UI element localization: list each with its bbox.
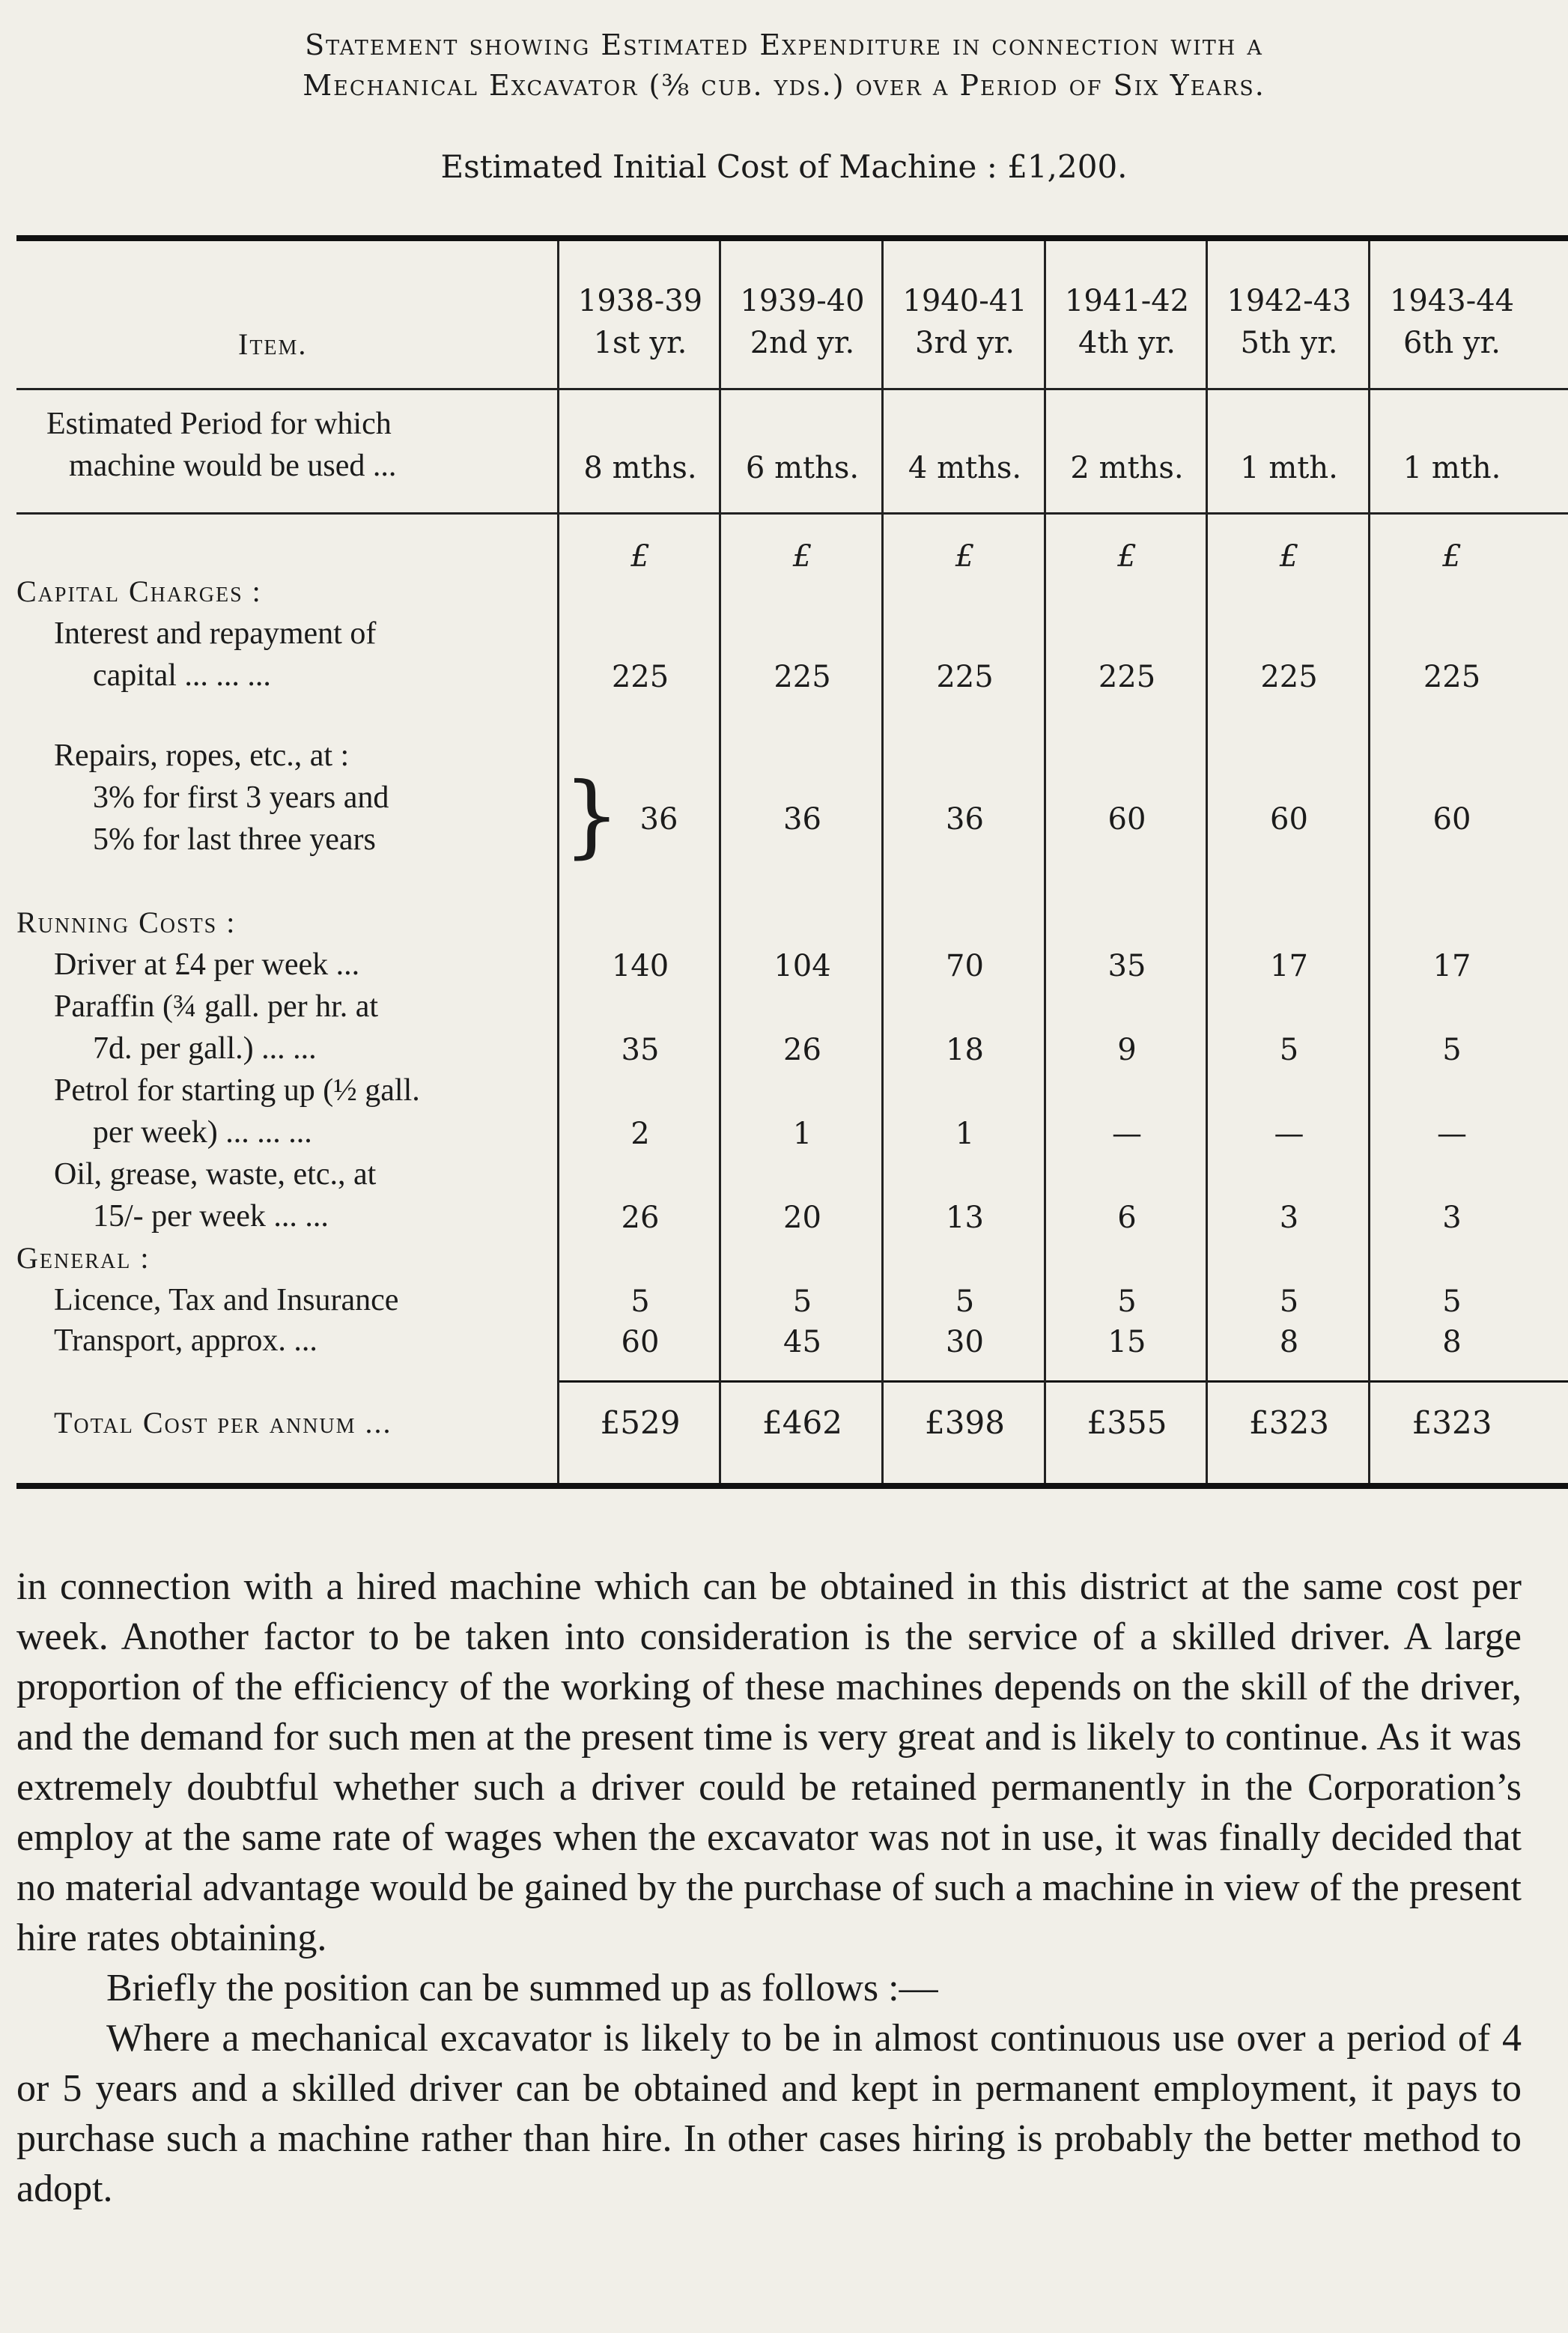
year-header-2: 1939-40 bbox=[740, 284, 865, 318]
repairs-label-line-2: 3% for first 3 years and bbox=[93, 780, 389, 815]
period-value: 6 mths. bbox=[745, 451, 860, 485]
transport-label: Transport, approx. ... bbox=[54, 1323, 317, 1358]
currency-symbol: £ bbox=[630, 539, 650, 574]
oil-value: 3 bbox=[1442, 1201, 1462, 1235]
total-value: £355 bbox=[1087, 1404, 1167, 1441]
interest-value: 225 bbox=[1260, 660, 1318, 694]
petrol-value: 1 bbox=[792, 1117, 812, 1151]
oil-label-line-1: Oil, grease, waste, etc., at bbox=[54, 1157, 377, 1192]
interest-value: 225 bbox=[611, 660, 669, 694]
driver-value: 104 bbox=[774, 949, 831, 983]
period-value: 1 mth. bbox=[1403, 451, 1501, 485]
petrol-value: — bbox=[1112, 1117, 1142, 1151]
paraffin-value: 18 bbox=[946, 1033, 984, 1067]
driver-value: 140 bbox=[611, 949, 669, 983]
petrol-value: 2 bbox=[630, 1117, 650, 1151]
driver-value: 35 bbox=[1107, 949, 1146, 983]
total-value: £323 bbox=[1249, 1404, 1329, 1441]
column-separator bbox=[1368, 241, 1370, 1483]
interest-value: 225 bbox=[1423, 660, 1481, 694]
transport-value: 15 bbox=[1107, 1325, 1146, 1359]
year-header-4: 1941-42 bbox=[1064, 284, 1190, 318]
column-separator bbox=[557, 241, 559, 1483]
period-value: 2 mths. bbox=[1070, 451, 1184, 485]
interest-label-line-2: capital ... ... ... bbox=[93, 658, 271, 693]
paraffin-value: 5 bbox=[1442, 1033, 1462, 1067]
paraffin-value: 26 bbox=[783, 1033, 821, 1067]
statement-title-line-1: Statement showing Estimated Expenditure in connection with a bbox=[305, 28, 1263, 61]
repairs-value: 36 bbox=[639, 802, 678, 837]
repairs-value: 36 bbox=[783, 802, 821, 837]
oil-value: 6 bbox=[1117, 1201, 1137, 1235]
initial-cost-line: Estimated Initial Cost of Machine : £1,200. bbox=[440, 148, 1128, 185]
driver-label: Driver at £4 per week ... bbox=[54, 947, 360, 982]
driver-value: 17 bbox=[1432, 949, 1471, 983]
item-column-header: Item. bbox=[238, 327, 308, 361]
repairs-value: 36 bbox=[946, 802, 984, 837]
year-header-5: 1942-43 bbox=[1227, 284, 1352, 318]
transport-value: 8 bbox=[1279, 1325, 1299, 1359]
running-costs-header: Running Costs : bbox=[16, 905, 237, 939]
capital-charges-header: Capital Charges : bbox=[16, 574, 262, 608]
year-label-3: 3rd yr. bbox=[915, 326, 1015, 360]
year-label-4: 4th yr. bbox=[1078, 326, 1176, 360]
licence-value: 5 bbox=[1279, 1284, 1299, 1319]
repairs-value: 60 bbox=[1270, 802, 1308, 837]
repairs-brace: } bbox=[563, 764, 621, 868]
transport-value: 30 bbox=[946, 1325, 984, 1359]
total-value: £462 bbox=[762, 1404, 842, 1441]
interest-value: 225 bbox=[774, 660, 831, 694]
repairs-value: 60 bbox=[1432, 802, 1471, 837]
licence-label: Licence, Tax and Insurance bbox=[54, 1283, 399, 1317]
total-value: £529 bbox=[600, 1404, 681, 1441]
year-label-6: 6th yr. bbox=[1403, 326, 1501, 360]
oil-value: 26 bbox=[621, 1201, 660, 1235]
petrol-label-line-1: Petrol for starting up (½ gall. bbox=[54, 1073, 420, 1108]
paragraph-conclusion: Where a mechanical excavator is likely to be in almost continuous use over a period of 4 or 5 years and a skilled driver can be obtained and kept in permanent employment, it pays to purchase such a machine rather than hire. In other cases hiring is probably the better method to adopt. bbox=[16, 2017, 1522, 2210]
paraffin-label-line-2: 7d. per gall.) ... ... bbox=[93, 1031, 317, 1066]
transport-value: 45 bbox=[783, 1325, 821, 1359]
column-separator bbox=[1206, 241, 1208, 1483]
period-label-line-1: Estimated Period for which bbox=[46, 407, 392, 441]
column-separator bbox=[881, 241, 884, 1483]
year-label-1: 1st yr. bbox=[593, 326, 687, 360]
licence-value: 5 bbox=[1117, 1284, 1137, 1319]
driver-value: 17 bbox=[1270, 949, 1308, 983]
transport-value: 8 bbox=[1442, 1325, 1462, 1359]
paraffin-value: 5 bbox=[1279, 1033, 1299, 1067]
licence-value: 5 bbox=[1442, 1284, 1462, 1319]
year-header-1: 1938-39 bbox=[577, 284, 703, 318]
period-divider bbox=[16, 512, 1568, 515]
currency-symbol: £ bbox=[955, 539, 975, 574]
paraffin-value: 35 bbox=[621, 1033, 660, 1067]
oil-label-line-2: 15/- per week ... ... bbox=[93, 1199, 329, 1234]
repairs-label-line-1: Repairs, ropes, etc., at : bbox=[54, 738, 350, 773]
paragraph-hire-discussion: in connection with a hired machine which can be obtained in this district at the same cost per week. Another factor to be taken into consideration is the service of a skilled driver. A large proportion of the efficiency of the working of these machines depends on the skill of the driver, and the demand for such men at the present time is very great and is likely to continue. As it was extremely doubtful whether such a driver could be retained permanently in the Corporation’s employ at the same rate of wages when the excavator was not in use, it was finally decided that no material advantage would be gained by the purchase of such a machine in view of the present hire rates obtaining. bbox=[16, 1565, 1522, 1959]
licence-value: 5 bbox=[630, 1284, 650, 1319]
paraffin-value: 9 bbox=[1117, 1033, 1137, 1067]
table-bottom-rule bbox=[16, 1483, 1568, 1489]
oil-value: 3 bbox=[1279, 1201, 1299, 1235]
paraffin-label-line-1: Paraffin (¾ gall. per hr. at bbox=[54, 989, 379, 1024]
column-separator bbox=[1044, 241, 1046, 1483]
petrol-value: — bbox=[1437, 1117, 1467, 1151]
period-value: 1 mth. bbox=[1240, 451, 1338, 485]
interest-label-line-1: Interest and repayment of bbox=[54, 616, 377, 651]
year-label-2: 2nd yr. bbox=[750, 326, 855, 360]
total-value: £323 bbox=[1411, 1404, 1492, 1441]
petrol-value: 1 bbox=[955, 1117, 975, 1151]
period-label-line-2: machine would be used ... bbox=[69, 449, 397, 483]
interest-value: 225 bbox=[936, 660, 994, 694]
repairs-value: 60 bbox=[1107, 802, 1146, 837]
year-header-3: 1940-41 bbox=[902, 284, 1027, 318]
oil-value: 20 bbox=[783, 1201, 821, 1235]
petrol-label-line-2: per week) ... ... ... bbox=[93, 1115, 312, 1150]
period-value: 8 mths. bbox=[583, 451, 697, 485]
oil-value: 13 bbox=[946, 1201, 984, 1235]
general-header: General : bbox=[16, 1241, 151, 1275]
licence-value: 5 bbox=[955, 1284, 975, 1319]
body-text bbox=[16, 1562, 1522, 2214]
currency-symbol: £ bbox=[1279, 539, 1299, 574]
paragraph-summary-intro: Briefly the position can be summed up as follows :— bbox=[106, 1967, 938, 2009]
currency-symbol: £ bbox=[792, 539, 812, 574]
total-divider bbox=[557, 1380, 1568, 1383]
total-label: Total Cost per annum ... bbox=[54, 1406, 392, 1439]
year-header-6: 1943-44 bbox=[1389, 284, 1515, 318]
petrol-value: — bbox=[1274, 1117, 1304, 1151]
total-value: £398 bbox=[925, 1404, 1005, 1441]
statement-title-line-2: Mechanical Excavator (⅜ cub. yds.) over a Period of Six Years. bbox=[303, 69, 1265, 102]
interest-value: 225 bbox=[1098, 660, 1156, 694]
driver-value: 70 bbox=[946, 949, 984, 983]
period-value: 4 mths. bbox=[908, 451, 1022, 485]
licence-value: 5 bbox=[792, 1284, 812, 1319]
currency-symbol: £ bbox=[1117, 539, 1137, 574]
header-divider bbox=[16, 388, 1568, 390]
column-separator bbox=[719, 241, 721, 1483]
transport-value: 60 bbox=[621, 1325, 660, 1359]
table-top-rule bbox=[16, 235, 1568, 241]
year-label-5: 5th yr. bbox=[1240, 326, 1338, 360]
currency-symbol: £ bbox=[1442, 539, 1462, 574]
repairs-label-line-3: 5% for last three years bbox=[93, 822, 376, 857]
